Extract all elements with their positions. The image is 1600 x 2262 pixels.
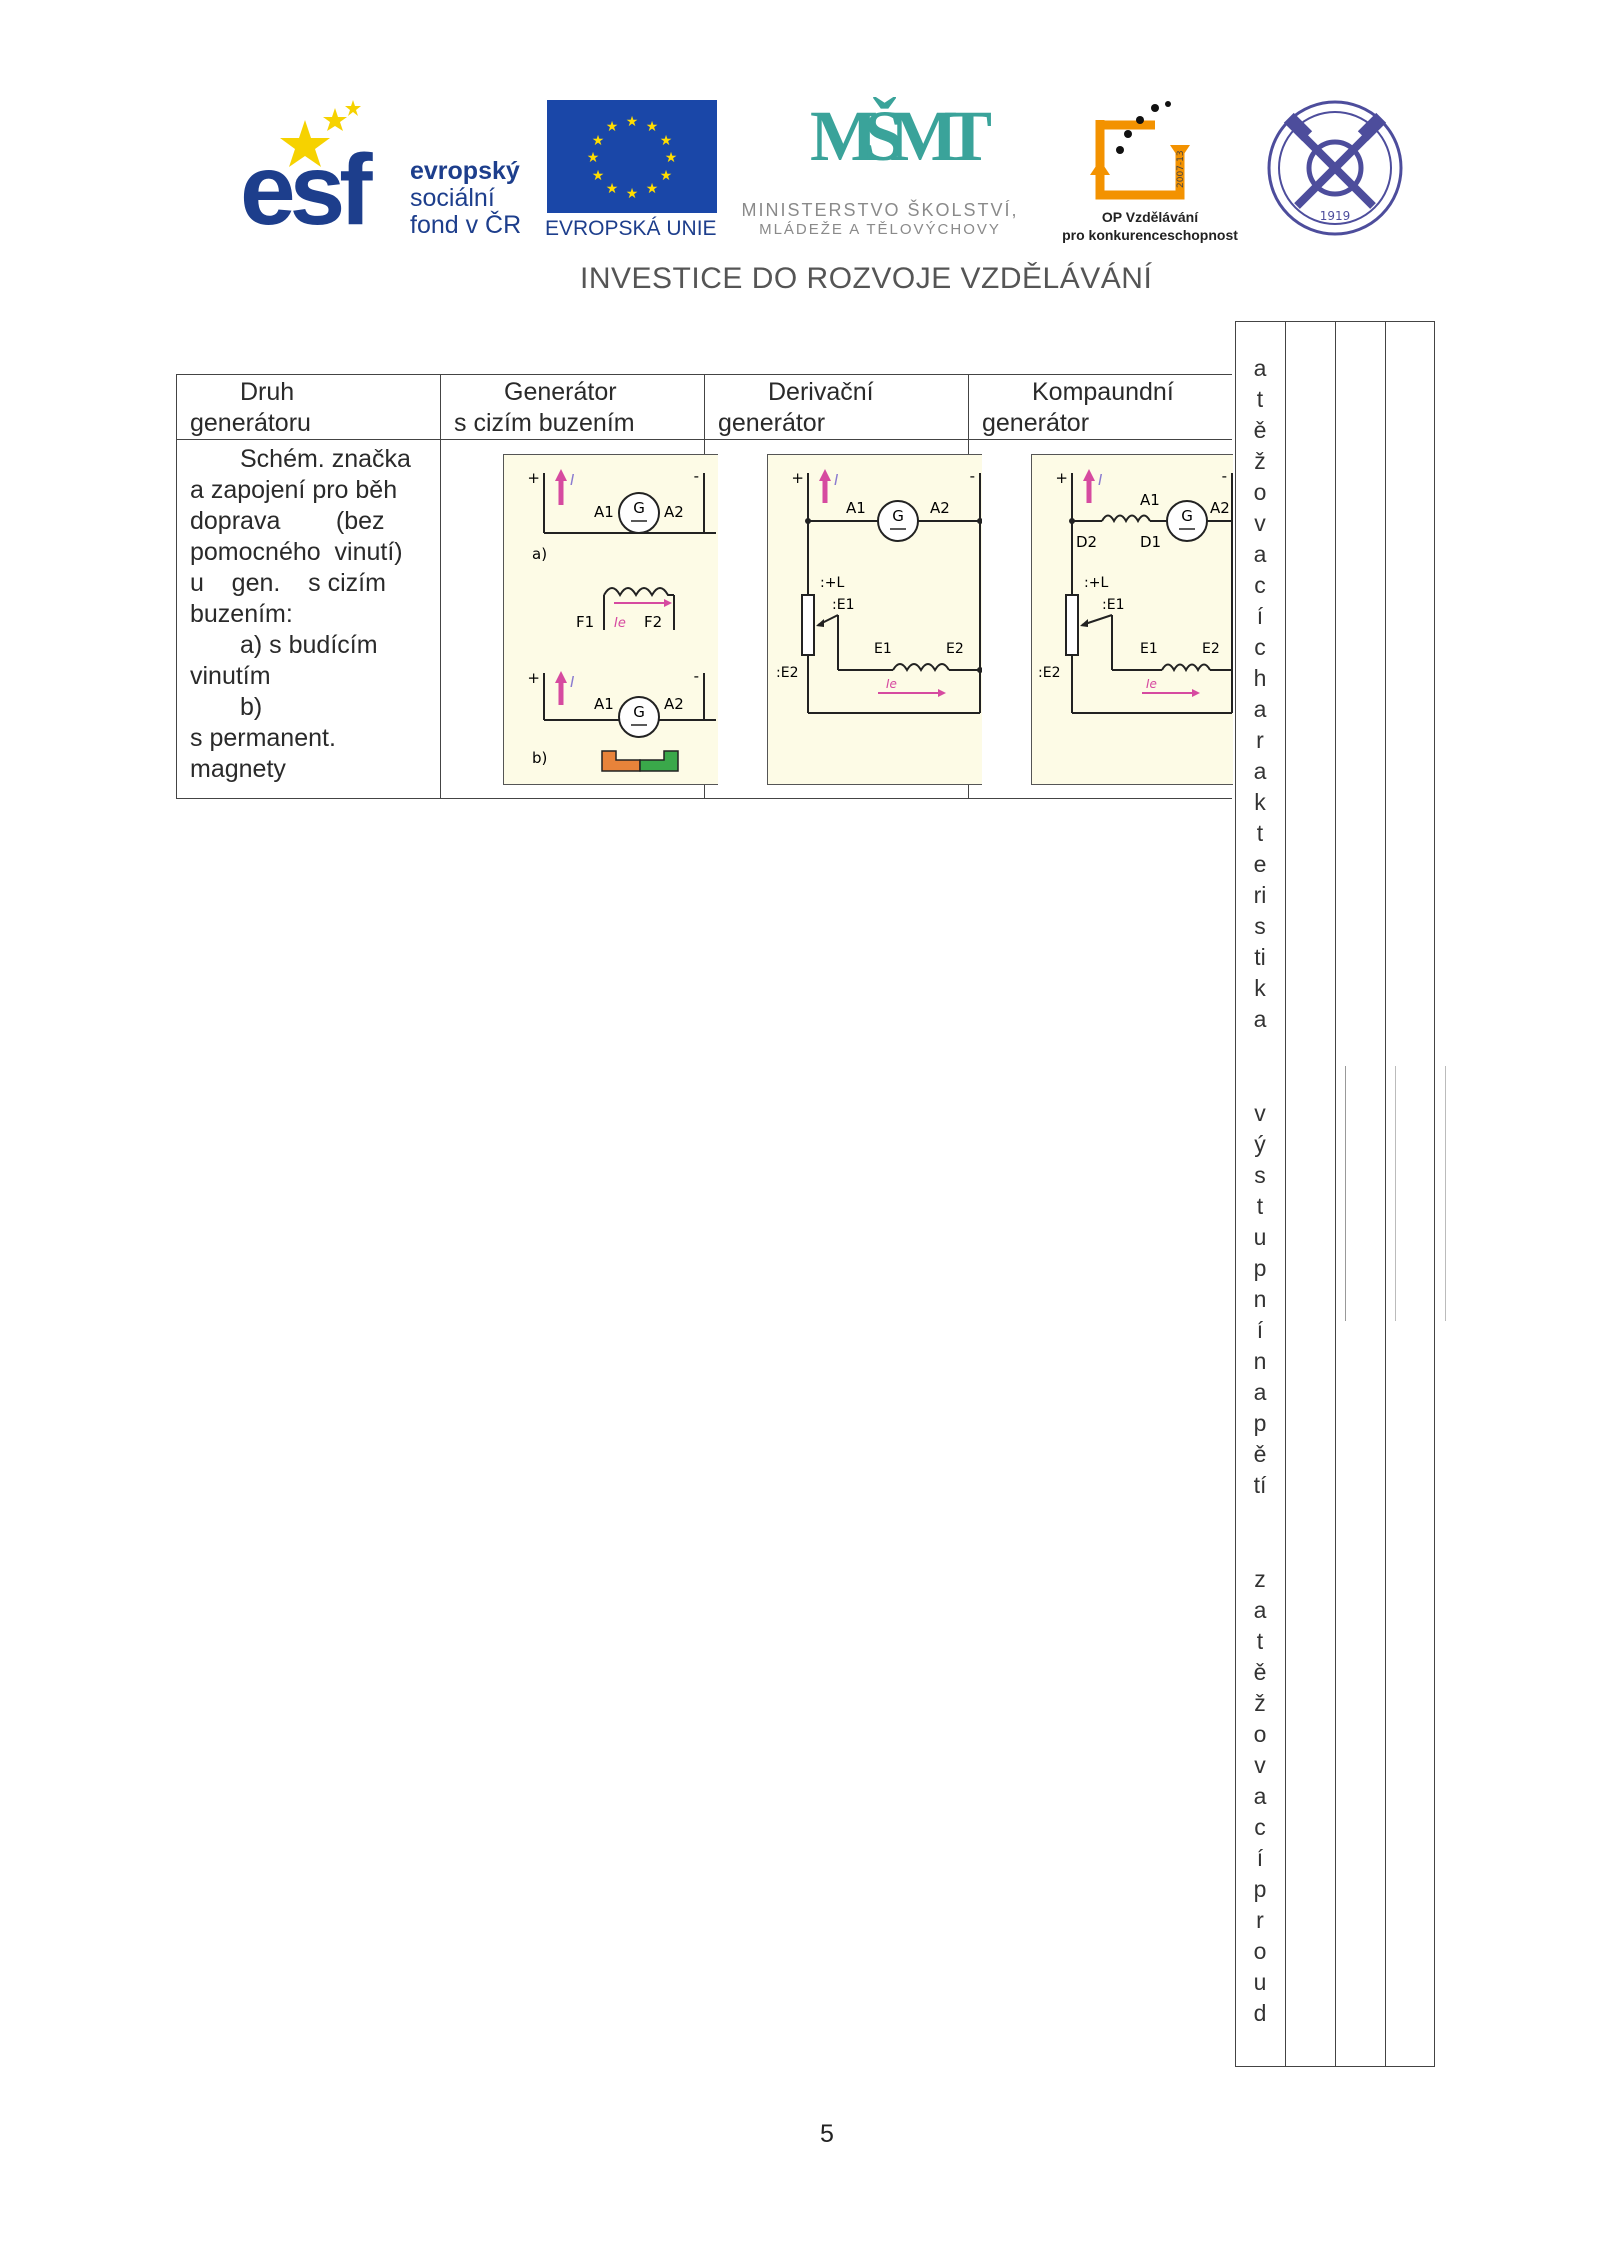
op-logo: [1040, 100, 1240, 250]
vertical-letter: r: [1256, 727, 1264, 753]
part-b-label: b): [532, 749, 548, 767]
seal-year: 1919: [1319, 209, 1351, 223]
vertical-letter: a: [1253, 1783, 1267, 1809]
vertical-letter: n: [1253, 1286, 1267, 1312]
svg-text:★: ★: [645, 181, 659, 197]
svg-text:★: ★: [625, 186, 639, 202]
op-arrows-icon: [1080, 100, 1200, 200]
svg-text:E1: E1: [1140, 641, 1158, 657]
svg-text::E2: :E2: [776, 665, 799, 681]
svg-text::+L: :+L: [820, 575, 845, 591]
vertical-letter: z: [1254, 1566, 1266, 1592]
svg-text:G: G: [1181, 507, 1193, 525]
vertical-letter: í: [1256, 1845, 1264, 1871]
vertical-letter: ý: [1254, 1131, 1266, 1157]
vertical-letter: r: [1256, 1907, 1264, 1933]
vertical-letter: o: [1253, 479, 1267, 505]
vertical-letter: c: [1254, 634, 1266, 660]
svg-text:A2: A2: [664, 695, 684, 713]
svg-text:★: ★: [659, 168, 673, 184]
op-caption: OP Vzdělávání pro konkurenceschopnost: [1062, 209, 1238, 243]
vertical-letter: t: [1256, 820, 1264, 846]
side-col-1: [1285, 321, 1336, 2067]
row-label-text: Schém. značka a zapojení pro běh doprava (bez pomocného vinutí) u gen. s cizím buzením: a) s budícím vinutím b) s permanent. magnety: [190, 445, 411, 783]
svg-text::E1: :E1: [1102, 597, 1125, 613]
vertical-letter: ě: [1253, 1659, 1267, 1685]
vertical-letter: í: [1256, 1317, 1264, 1343]
msmt-letters: MŠMT: [810, 96, 978, 176]
svg-text:I: I: [1098, 471, 1103, 489]
f1-label: F1: [576, 613, 595, 631]
vertical-letter: a: [1253, 1379, 1267, 1405]
diagram-shunt: [767, 454, 982, 785]
svg-text:G: G: [633, 703, 645, 721]
vertical-letter: a: [1253, 758, 1267, 784]
svg-text:★: ★: [591, 133, 605, 149]
vertical-letter: tí: [1253, 1472, 1267, 1498]
a1-label: A1: [594, 503, 614, 521]
vertical-letter: o: [1253, 1721, 1267, 1747]
header-cell-shunt: Derivační generátor: [704, 374, 969, 440]
svg-text:Ie: Ie: [886, 677, 897, 691]
svg-text:E2: E2: [1202, 641, 1220, 657]
logo-bar: [0, 0, 1600, 310]
svg-text:D2: D2: [1076, 533, 1098, 551]
part-a-label: a): [532, 545, 548, 563]
svg-text:-: -: [693, 667, 699, 685]
vertical-letter: ě: [1253, 1441, 1267, 1467]
diagram-compound: [1031, 454, 1233, 785]
svg-text:A1: A1: [594, 695, 614, 713]
vertical-letter: p: [1253, 1876, 1267, 1902]
svg-text:-: -: [969, 467, 975, 485]
university-seal-icon: [1265, 98, 1405, 238]
vertical-letter: d: [1253, 2000, 1267, 2026]
svg-text:★: ★: [664, 150, 678, 166]
svg-text:-: -: [1221, 467, 1227, 485]
eu-stars-icon: [547, 100, 717, 213]
svg-text:G: G: [892, 507, 904, 525]
svg-text:D1: D1: [1140, 533, 1162, 551]
svg-text:+: +: [1055, 469, 1068, 487]
svg-text:E2: E2: [946, 641, 964, 657]
vertical-letter: ě: [1253, 417, 1267, 443]
eu-caption: EVROPSKÁ UNIE: [545, 217, 717, 240]
vertical-letter: u: [1253, 1969, 1267, 1995]
esf-letters: esf: [240, 134, 367, 246]
rheostat-icon: [802, 595, 814, 655]
svg-text:★: ★: [659, 133, 673, 149]
vertical-letter: o: [1253, 1938, 1267, 1964]
svg-text:+: +: [791, 469, 804, 487]
vertical-letter: k: [1254, 975, 1266, 1001]
vertical-letter: c: [1254, 1814, 1266, 1840]
esf-caption: evropský sociální fond v ČR: [410, 157, 522, 239]
header-cell-compound: Kompaundní generátor: [968, 374, 1232, 440]
eu-flag-icon: [547, 100, 717, 213]
diagram-separate-excitation: [503, 454, 718, 785]
current-label: I: [570, 471, 575, 489]
svg-text:I: I: [570, 673, 575, 691]
vertical-letter: ž: [1254, 1690, 1266, 1716]
svg-text:★: ★: [586, 150, 600, 166]
svg-text:★: ★: [645, 119, 659, 135]
vertical-letter: ti: [1254, 944, 1266, 970]
svg-text:E1: E1: [874, 641, 892, 657]
side-faint-line: [1345, 1066, 1346, 1321]
side-col-3: [1385, 321, 1435, 2067]
vertical-letter: h: [1253, 665, 1267, 691]
msmt-caption: MINISTERSTVO ŠKOLSTVÍ, MLÁDEŽE A TĚLOVÝCHOVY: [741, 200, 1019, 238]
minus-terminal: -: [693, 467, 699, 485]
row-label-cell: [176, 439, 441, 799]
svg-text::E2: :E2: [1038, 665, 1061, 681]
vertical-letter: s: [1254, 913, 1266, 939]
header-cell-separate-excitation: Generátor s cizím buzením: [440, 374, 705, 440]
series-winding-icon: [1102, 516, 1150, 522]
vertical-letter: a: [1253, 696, 1267, 722]
svg-text:A2: A2: [1210, 499, 1230, 517]
side-faint-line: [1445, 1066, 1446, 1321]
svg-text:Ie: Ie: [1146, 677, 1157, 691]
vertical-letter: t: [1256, 1193, 1264, 1219]
side-faint-line: [1395, 1066, 1396, 1321]
svg-text:I: I: [834, 471, 839, 489]
svg-text::+L: :+L: [1084, 575, 1109, 591]
vertical-letter: a: [1253, 1006, 1267, 1032]
vertical-letter: v: [1254, 1100, 1266, 1126]
vertical-letter: s: [1254, 1162, 1266, 1188]
svg-text:+: +: [527, 669, 540, 687]
vertical-letter: t: [1256, 1628, 1264, 1654]
vertical-letter: p: [1253, 1255, 1267, 1281]
svg-text::E1: :E1: [832, 597, 855, 613]
page-number: 5: [820, 2120, 834, 2148]
vertical-letter: a: [1253, 355, 1267, 381]
svg-text:A1: A1: [1140, 491, 1160, 509]
vertical-letter: í: [1256, 603, 1264, 629]
esf-logo: [240, 100, 530, 246]
svg-text:★: ★: [591, 168, 605, 184]
vertical-letter: k: [1254, 789, 1266, 815]
vertical-letter: a: [1253, 541, 1267, 567]
svg-text:A1: A1: [846, 499, 866, 517]
vertical-letter: ž: [1254, 448, 1266, 474]
svg-text:★: ★: [605, 119, 619, 135]
vertical-letter: c: [1254, 572, 1266, 598]
header-cell-type: Druh generátoru: [176, 374, 441, 440]
shunt-winding-icon: [893, 664, 949, 670]
msmt-logo: [730, 95, 1030, 245]
vertical-letter: e: [1253, 851, 1267, 877]
f2-label: F2: [644, 613, 663, 631]
svg-text:A2: A2: [930, 499, 950, 517]
side-col-2: [1335, 321, 1386, 2067]
magnet-south-icon: [640, 751, 678, 771]
vertical-letter: ri: [1253, 882, 1267, 908]
ie-label: Ie: [614, 616, 626, 631]
field-winding-icon: [604, 588, 674, 595]
svg-text:★: ★: [625, 114, 639, 130]
vertical-letter: a: [1253, 1597, 1267, 1623]
magnet-north-icon: [602, 751, 640, 771]
vertical-letter: n: [1253, 1348, 1267, 1374]
vertical-letter: p: [1253, 1410, 1267, 1436]
a2-label: A2: [664, 503, 684, 521]
vertical-letter: v: [1254, 1752, 1266, 1778]
svg-text:★: ★: [605, 181, 619, 197]
slogan: INVESTICE DO ROZVOJE VZDĚLÁVÁNÍ: [580, 262, 1153, 295]
plus-terminal: +: [527, 469, 540, 487]
vertical-letter: t: [1256, 386, 1264, 412]
vertical-letter: v: [1254, 510, 1266, 536]
vertical-letter: u: [1253, 1224, 1267, 1250]
side-table: [1235, 321, 1435, 2067]
op-years: 2007-13: [1176, 150, 1186, 188]
generator-label: G: [633, 499, 645, 517]
